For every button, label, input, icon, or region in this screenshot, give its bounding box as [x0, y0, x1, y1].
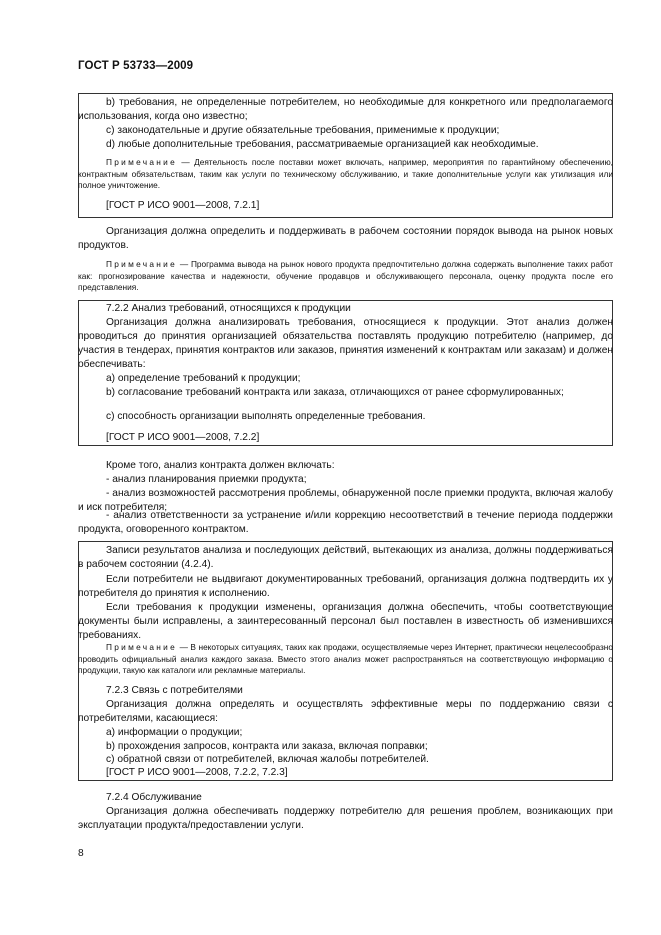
- box2-reference: [ГОСТ Р ИСО 9001—2008, 7.2.2]: [106, 432, 260, 443]
- note-new-products: [78, 259, 613, 294]
- note1-text: — Программа вывода на рынок нового продукта предпочтительно должна содержать выполнение таких работ как: прогнозирование качества и надежности, обучение продавцов и обслуживающего персонала, оценку продукта после его представления.: [78, 259, 613, 293]
- paragraph-new-products: Организация должна определить и поддерживать в рабочем состоянии порядок вывода на рынок новых продуктов.: [78, 226, 613, 251]
- box3-note-text: — В некоторых ситуациях, таких как продажи, осуществляемые через Интернет, практически нецелесообразно проводить официальный анализ каждого заказа. Вместо этого анализ может распространяться на соответствующую информацию о продукции, такую как каталоги или рекламные материалы.: [78, 642, 613, 676]
- section-7-2-4-heading: 7.2.4 Обслуживание: [106, 792, 202, 803]
- box1-item-c: c) законодательные и другие обязательные требования, применимые к продукции;: [106, 125, 500, 136]
- box3-note-label: Примечание: [106, 642, 178, 652]
- contract-intro: Кроме того, анализ контракта должен включать:: [106, 460, 335, 471]
- box2-item-b: b) согласование требований контракта или заказа, отличающихся от ранее сформулированных;: [106, 387, 564, 398]
- box1-note: [78, 157, 613, 192]
- contract-item-3: - анализ ответственности за устранение и/или коррекцию несоответствий в течение периода поддержки продукта, оговоренного контрактом.: [78, 510, 613, 535]
- box1-item-b: b) требования, не определенные потребителем, но необходимые для конкретного или предполагаемого использования, когда оно известно;: [78, 97, 613, 122]
- box1-note-label: Примечание: [106, 157, 178, 167]
- section-7-2-2-heading: 7.2.2 Анализ требований, относящихся к продукции: [106, 303, 351, 314]
- box3-item-b: b) прохождения запросов, контракта или заказа, включая поправки;: [106, 741, 428, 752]
- box1-note-text: — Деятельность после поставки может включать, например, мероприятия по гарантийному обеспечению, контрактным обязательствам, таким как услуги по техническому обслуживанию, и такие дополнительные услуги как утилизация или полное уничтожение.: [78, 157, 613, 191]
- page-number: 8: [78, 848, 84, 859]
- box3-para-2: Если потребители не выдвигают документированных требований, организация должна подтвердить их у потребителя до принятия к исполнению.: [78, 574, 613, 599]
- box1-reference: [ГОСТ Р ИСО 9001—2008, 7.2.1]: [106, 200, 260, 211]
- note1-label: Примечание: [106, 259, 178, 269]
- box3-note: [78, 642, 613, 677]
- section-7-2-2-intro: Организация должна анализировать требования, относящиеся к продукции. Этот анализ должен проводиться до принятия организацией обязательства поставлять продукцию потребителю (например, до участия в тендерах, принятия контрактов или заказов, принятия изменений к контрактам или заказам) и должен обеспечивать:: [78, 317, 613, 370]
- box3-item-c: c) обратной связи от потребителей, включая жалобы потребителей.: [106, 754, 429, 765]
- contract-item-1: - анализ планирования приемки продукта;: [106, 474, 307, 485]
- box2-item-c: c) способность организации выполнять определенные требования.: [106, 411, 426, 422]
- box3-para-3: Если требования к продукции изменены, организация должна обеспечить, чтобы соответствующие документы были исправлены, а заинтересованный персонал был поставлен в известность об изменившихся требованиях.: [78, 602, 613, 641]
- box2-item-a: a) определение требований к продукции;: [106, 373, 301, 384]
- document-header: ГОСТ Р 53733—2009: [78, 60, 194, 72]
- box3-para-1: Записи результатов анализа и последующих действий, вытекающих из анализа, должны поддерживаться в рабочем состоянии (4.2.4).: [78, 545, 613, 570]
- section-7-2-4-text: Организация должна обеспечивать поддержку потребителю для решения проблем, возникающих при эксплуатации продукта/предоставлении услуги.: [78, 806, 613, 831]
- box3-item-a: a) информации о продукции;: [106, 727, 243, 738]
- contract-item-2: - анализ возможностей рассмотрения проблемы, обнаруженной после приемки продукта, включая жалобу и иск потребителя;: [78, 488, 613, 513]
- section-7-2-3-intro: Организация должна определять и осуществлять эффективные меры по поддержанию связи с потребителями, касающиеся:: [78, 699, 613, 724]
- section-7-2-3-heading: 7.2.3 Связь с потребителями: [106, 685, 243, 696]
- box1-item-d: d) любые дополнительные требования, рассматриваемые организацией как необходимые.: [106, 139, 539, 150]
- box3-reference: [ГОСТ Р ИСО 9001—2008, 7.2.2, 7.2.3]: [106, 767, 288, 778]
